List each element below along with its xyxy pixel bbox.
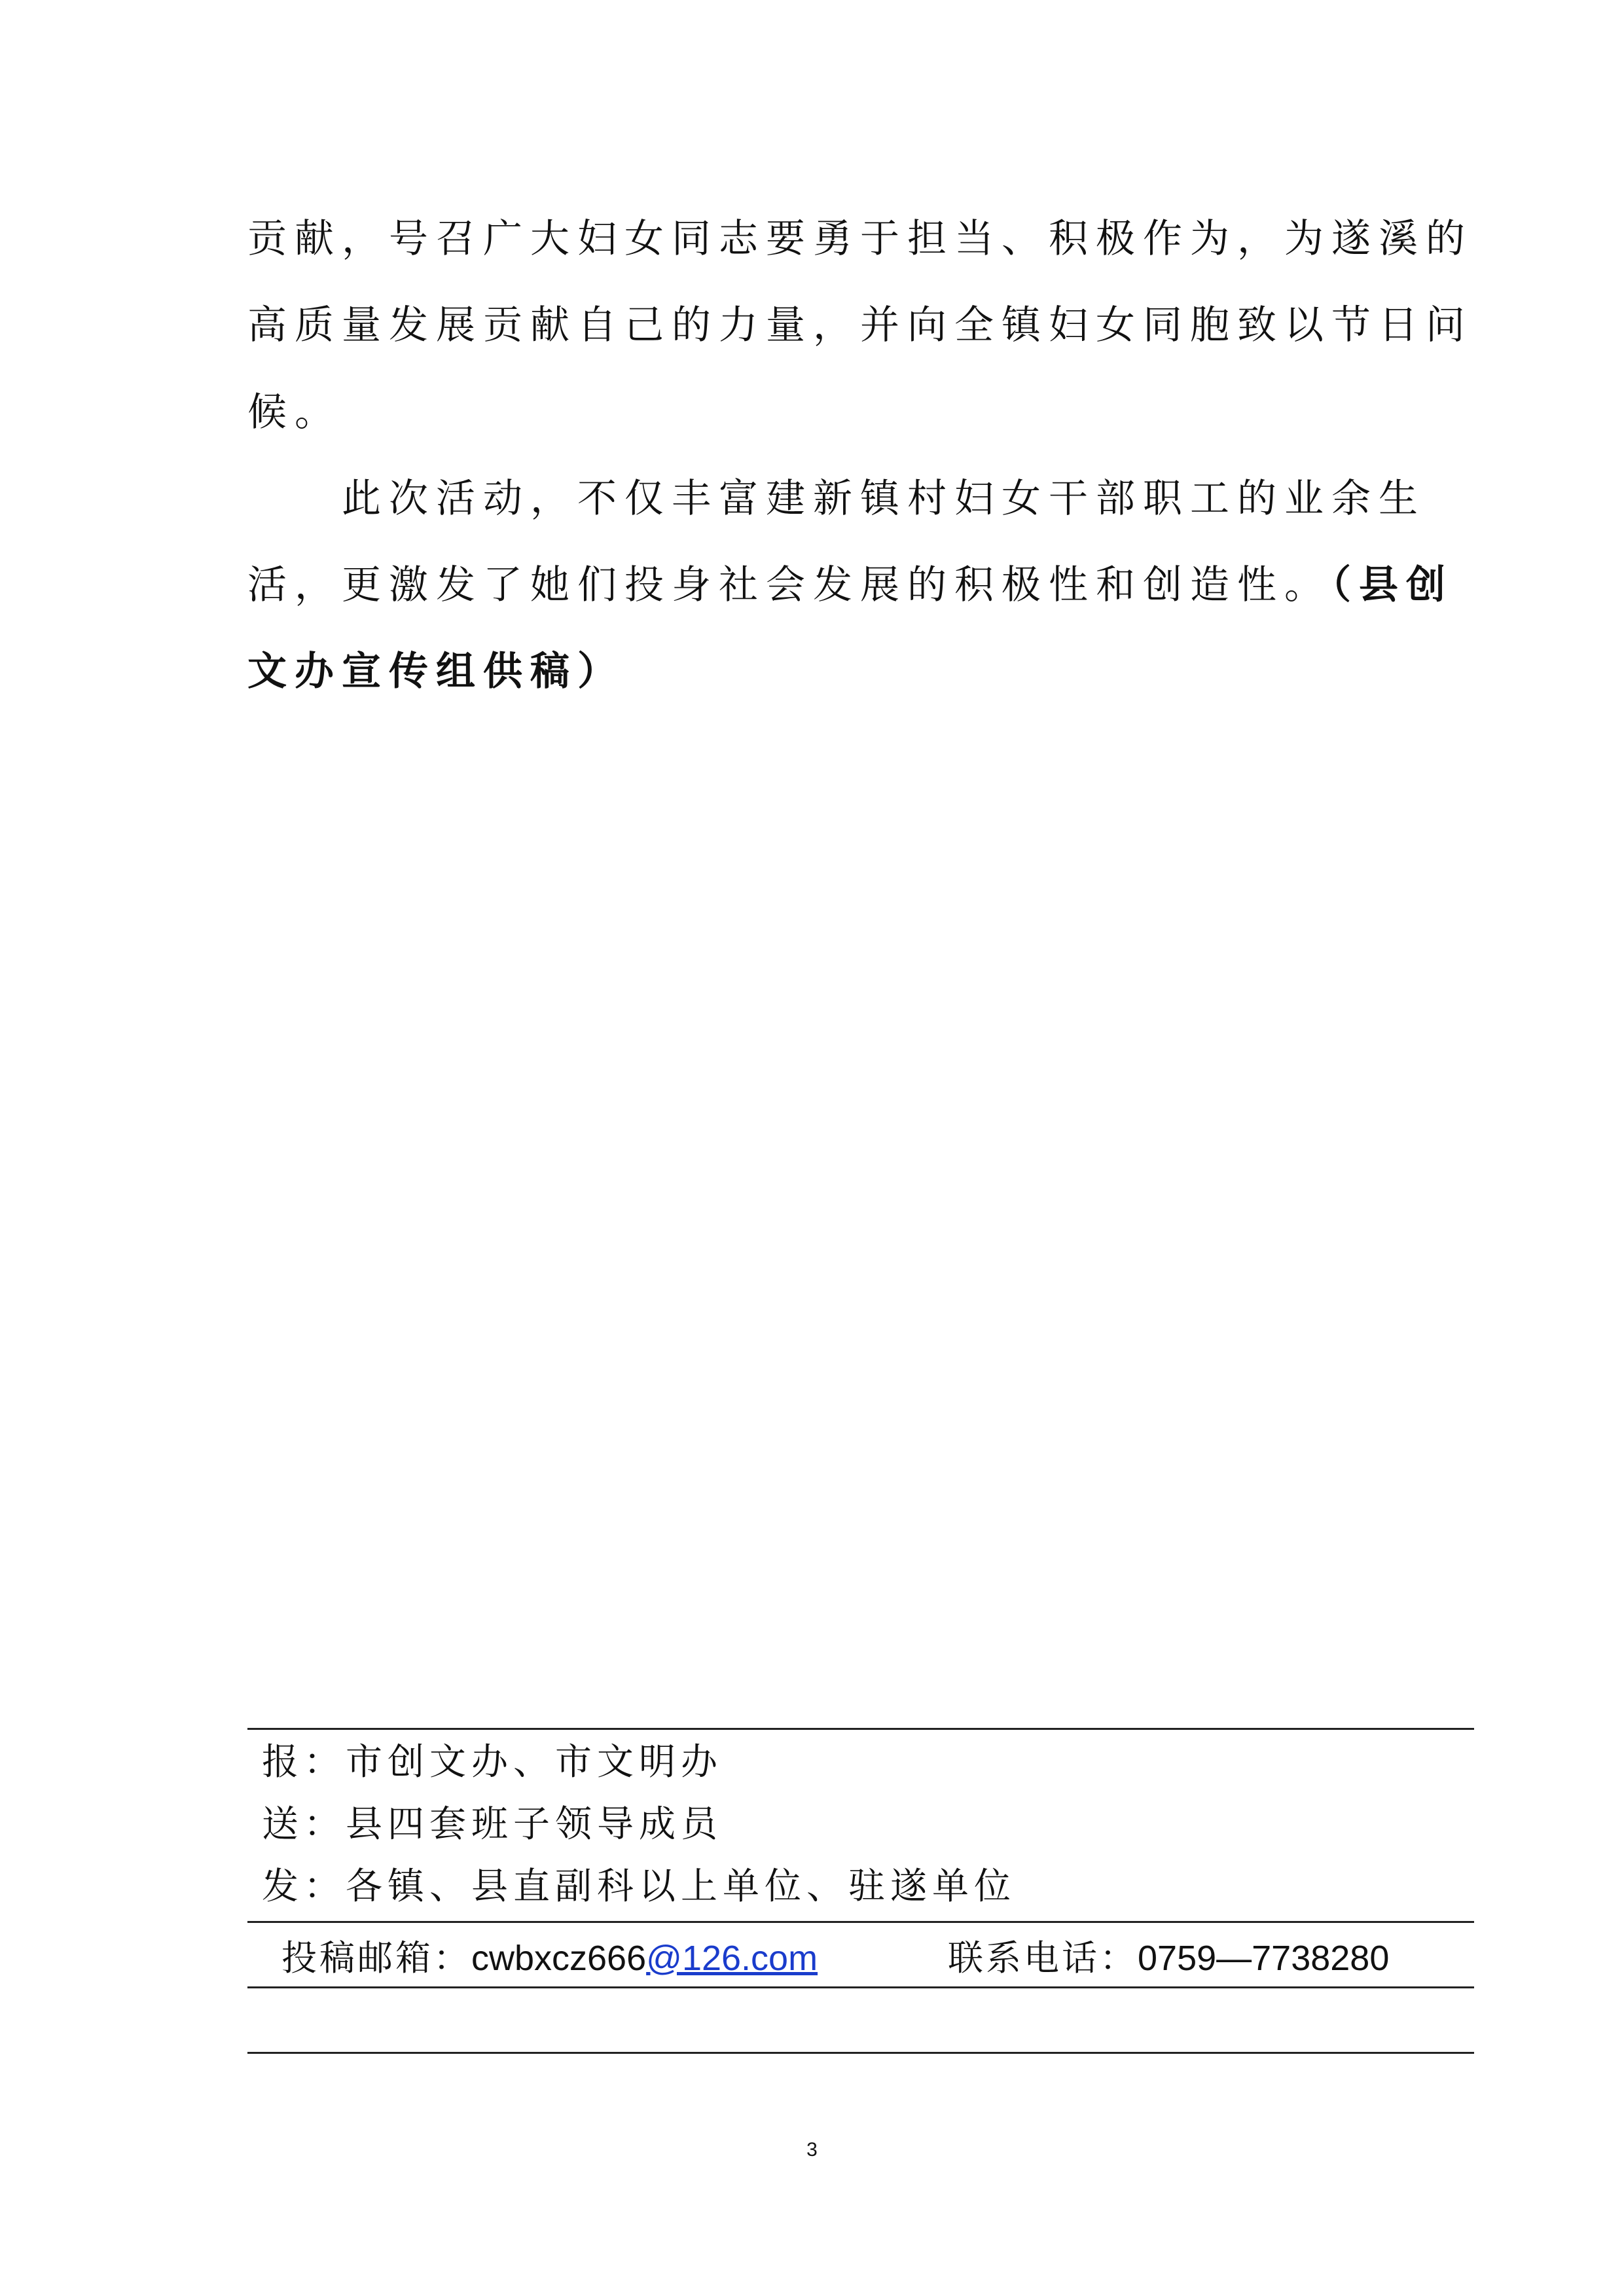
email-user: cwbxcz666 [471, 1939, 647, 1978]
divider-bottom [247, 2052, 1474, 2054]
divider-middle [247, 1921, 1474, 1923]
source-note-start: （县创 [1331, 562, 1453, 608]
page-number: 3 [806, 2139, 818, 2161]
body-line-3: 候。 [247, 389, 342, 435]
email-label: 投稿邮箱： [281, 1937, 471, 1979]
email-domain-link[interactable]: @126.com [646, 1939, 818, 1978]
phone-label: 联系电话： [948, 1937, 1138, 1979]
distribution-report: 报：市创文办、市文明办 [262, 1741, 723, 1784]
contact-row [281, 1937, 1460, 1979]
phone-block [948, 1937, 1390, 1979]
distribution-issue: 发：各镇、县直副科以上单位、驻遂单位 [262, 1865, 1016, 1908]
body-line-5-text: 活，更激发了她们投身社会发展的积极性和创造性。 [247, 562, 1331, 608]
body-line-5 [247, 562, 1453, 608]
body-line-2: 高质量发展贡献自己的力量，并向全镇妇女同胞致以节日问 [247, 302, 1473, 348]
divider-top [247, 1728, 1474, 1730]
divider-lower [247, 1986, 1474, 1988]
body-line-4: 此次活动，不仅丰富建新镇村妇女干部职工的业余生 [247, 476, 1426, 522]
body-line-1: 贡献，号召广大妇女同志要勇于担当、积极作为，为遂溪的 [247, 216, 1473, 262]
phone-number: 0759—7738280 [1138, 1939, 1390, 1978]
distribution-send: 送：县四套班子领导成员 [262, 1803, 723, 1846]
source-note-end: 文办宣传组供稿） [247, 649, 624, 694]
